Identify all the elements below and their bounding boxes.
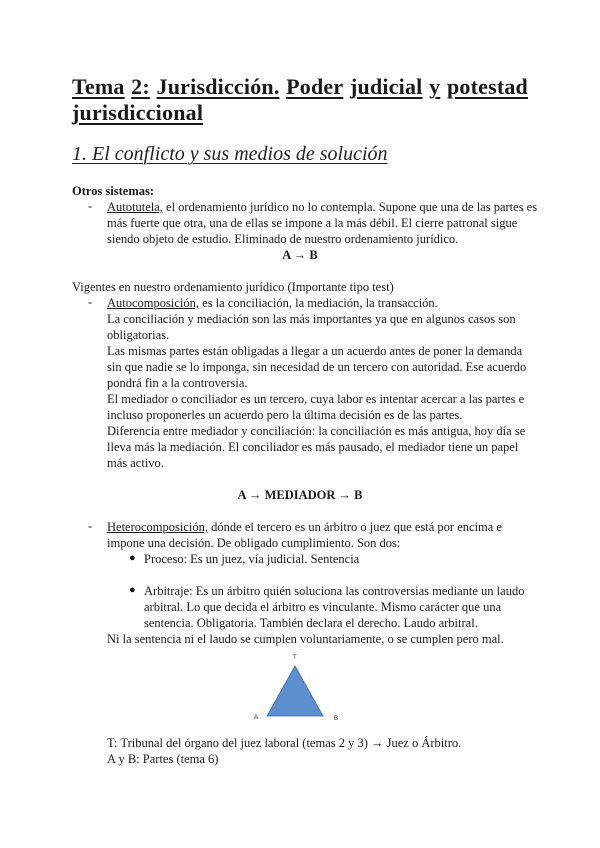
auto-line: obligatorias. [107, 328, 170, 342]
auto-line: El mediador o conciliador es un tercero, cuya labor es intentar acercar a las partes e [107, 392, 525, 406]
bullet-dot: ● [129, 552, 136, 564]
auto-line: sin que nadie se lo imponga, sin necesidad de un tercero con autoridad. Ese acuerdo [107, 360, 527, 374]
heterocomposicion-term: Heterocomposición, [107, 520, 209, 534]
dash-bullet: - [88, 295, 93, 309]
title-word: Tema [72, 74, 125, 99]
arbitraje-line: arbitral. Lo que decida el árbitro es vinculante. Mismo carácter que una [144, 600, 502, 614]
auto-line: incluso proponerles un acuerdo pero la última decisión es de las partes. [107, 408, 463, 422]
page-title-line-1 [72, 74, 528, 100]
title-word: potestad [446, 74, 528, 99]
hetero-line-1 [107, 519, 502, 535]
diagram-label-b: B [334, 716, 339, 722]
vigentes-text: Vigentes en nuestro ordenamiento jurídico (Importante tipo test) [72, 280, 394, 294]
auto-line-1 [107, 295, 438, 311]
otros-heading: Otros sistemas: [72, 184, 155, 198]
formula-mediador: A → MEDIADOR → B [237, 488, 363, 502]
auto-line: La conciliación y mediación son las más importantes ya que en algunos casos son [107, 312, 516, 326]
proceso-item: Proceso: Es un juez, vía judicial. Sentencia [144, 552, 360, 566]
diagram-label-t: T [293, 655, 297, 661]
title-word: y [429, 74, 441, 99]
arbitraje-line: sentencia. Obligatoria. También declara el derecho. Laudo arbitral. [144, 616, 478, 630]
otros-line-1 [107, 199, 537, 215]
title-word: judicial [349, 74, 423, 99]
auto-line: Las mismas partes están obligadas a llegar a un acuerdo antes de poner la demanda [107, 344, 523, 358]
section-heading: 1. El conflicto y sus medios de solución [72, 143, 388, 165]
otros-line-3: siendo objeto de estudio. Eliminado de nuestro ordenamiento jurídico. [107, 232, 459, 246]
auto-line: Diferencia entre mediador y conciliación: la conciliación es más antigua, hoy día se [107, 424, 526, 438]
otros-line-1-rest: el ordenamiento jurídico no lo contempla. Supone que una de las partes es [162, 200, 538, 214]
title-word: Poder [286, 74, 344, 99]
formula-a-b: A → B [282, 248, 318, 262]
auto-line: lleva más la mediación. El conciliador es más pausado, el mediador tiene un papel [107, 440, 519, 454]
title-word: Jurisdicción. [156, 74, 280, 99]
otros-line-2: más fuerte que otra, una de ellas se impone a la más débil. El cierre patronal sigue [107, 216, 518, 230]
dash-bullet: - [88, 519, 93, 533]
hetero-line-2: impone una decisión. De obligado cumplimiento. Son dos: [107, 536, 401, 550]
auto-line: más activo. [107, 456, 164, 470]
triangle-shape [267, 666, 323, 716]
arbitraje-line: Arbitraje: Es un árbitro quién soluciona las controversias mediante un laudo [144, 584, 525, 598]
auto-line-1-rest: es la conciliación, la mediación, la transacción. [199, 296, 438, 310]
autotutela-term: Autotutela, [107, 200, 163, 214]
note-line: A y B: Partes (tema 6) [107, 752, 219, 766]
closing-line: Ni la sentencia ni el laudo se cumplen voluntariamente, o se cumplen pero mal. [107, 632, 504, 646]
autocomposicion-term: Autocomposición, [107, 296, 200, 310]
page-title-line-2: jurisdiccional [72, 100, 204, 125]
bullet-dot: ● [129, 584, 136, 596]
diagram-label-a: A [254, 715, 259, 721]
triangle-diagram [245, 648, 355, 728]
hetero-line-1-rest: dónde el tercero es un árbitro o juez que está por encima e [208, 520, 502, 534]
title-word: 2: [131, 74, 150, 99]
dash-bullet: - [88, 199, 93, 213]
note-line: T: Tribunal del órgano del juez laboral (temas 2 y 3) → Juez o Árbitro. [107, 736, 462, 750]
auto-line: pondrá fin a la controversia. [107, 376, 248, 390]
